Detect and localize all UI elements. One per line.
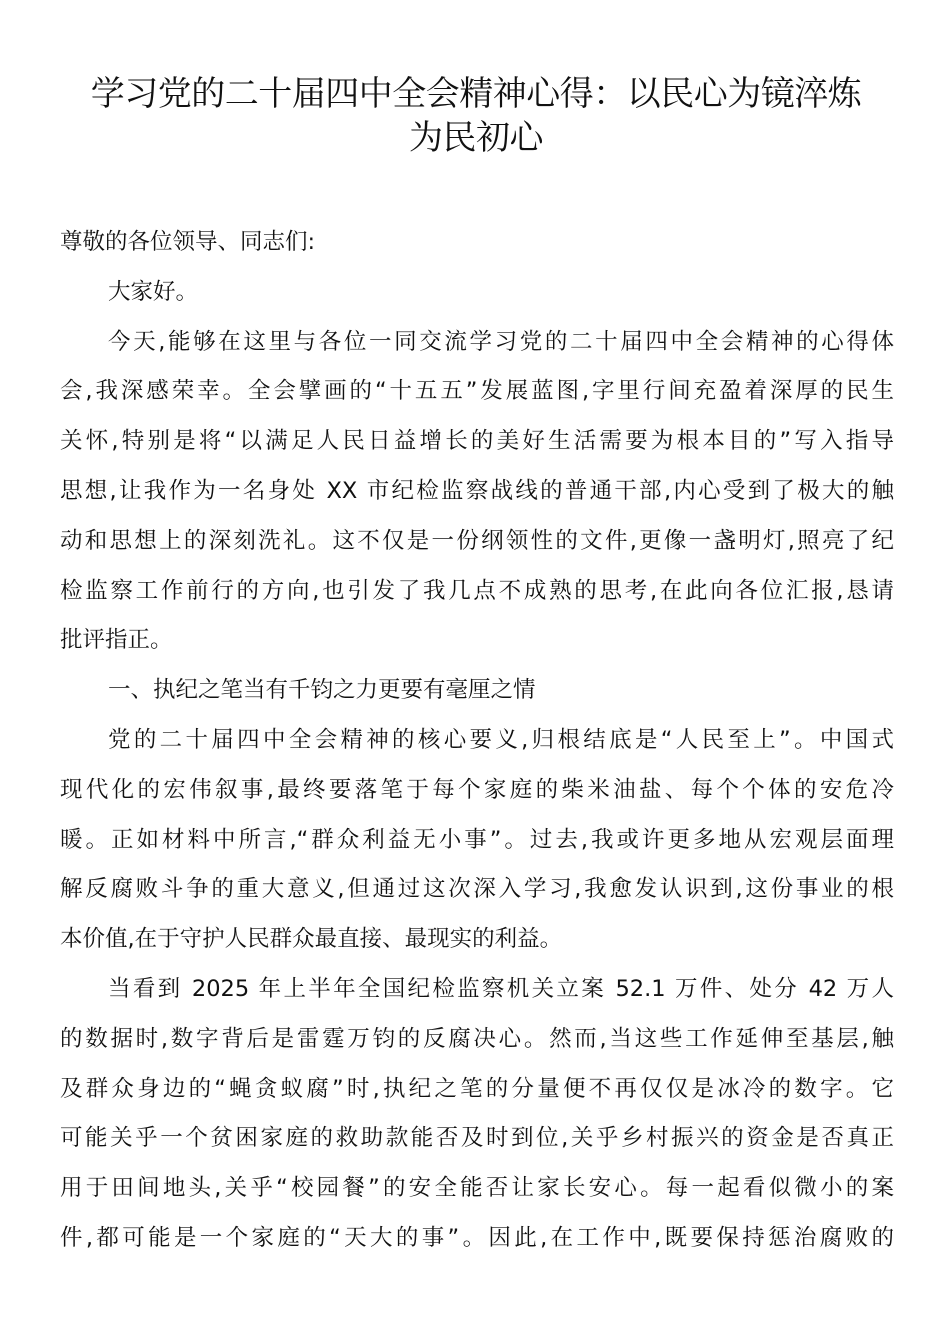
title-line-2: 为民初心 <box>409 118 543 158</box>
paragraph-line: 解反腐败斗争的重大意义,但通过这次深入学习,我愈发认识到,这份事业的根 <box>60 876 894 903</box>
paragraph-line: 的数据时,数字背后是雷霆万钧的反腐决心。然而,当这些工作延伸至基层,触 <box>60 1025 894 1052</box>
greeting: 大家好。 <box>108 278 199 305</box>
paragraph-line: 检监察工作前行的方向,也引发了我几点不成熟的思考,在此向各位汇报,恳请 <box>60 577 894 604</box>
salutation: 尊敬的各位领导、同志们: <box>60 229 316 255</box>
paragraph-line: 动和思想上的深刻洗礼。这不仅是一份纲领性的文件,更像一盏明灯,照亮了纪 <box>60 527 894 554</box>
document-title <box>60 72 892 160</box>
paragraph-line: 本价值,在于守护人民群众最直接、最现实的利益。 <box>60 926 563 953</box>
document-body <box>60 218 894 1264</box>
paragraph-line: 关怀,特别是将“以满足人民日益增长的美好生活需要为根本目的”写入指导 <box>60 428 894 455</box>
paragraph-line: 会,我深感荣幸。全会擘画的“十五五”发展蓝图,字里行间充盈着深厚的民生 <box>60 378 894 405</box>
title-line-1: 学习党的二十届四中全会精神心得：以民心为镜淬炼 <box>90 74 862 114</box>
paragraph-line: 思想,让我作为一名身处 XX 市纪检监察战线的普通干部,内心受到了极大的触 <box>60 477 894 504</box>
paragraph-line: 件,都可能是一个家庭的“天大的事”。因此,在工作中,既要保持惩治腐败的 <box>60 1224 894 1251</box>
paragraph-line: 党的二十届四中全会精神的核心要义,归根结底是“人民至上”。中国式 <box>108 726 894 753</box>
paragraph-line: 批评指正。 <box>60 627 173 654</box>
paragraph-line: 用于田间地头,关乎“校园餐”的安全能否让家长安心。每一起看似微小的案 <box>60 1175 894 1202</box>
paragraph-line: 当看到 2025 年上半年全国纪检监察机关立案 52.1 万件、处分 42 万人 <box>108 975 894 1002</box>
paragraph-line: 暖。正如材料中所言,“群众利益无小事”。过去,我或许更多地从宏观层面理 <box>60 826 894 853</box>
paragraph-line: 现代化的宏伟叙事,最终要落笔于每个家庭的柴米油盐、每个个体的安危冷 <box>60 776 894 803</box>
section-paragraph-2 <box>60 965 894 1264</box>
paragraph-line: 可能关乎一个贫困家庭的救助款能否及时到位,关乎乡村振兴的资金是否真正 <box>60 1125 894 1152</box>
paragraph-line: 及群众身边的“蝇贪蚁腐”时,执纪之笔的分量便不再仅仅是冰冷的数字。它 <box>60 1075 894 1102</box>
section-paragraph-1 <box>60 716 894 965</box>
paragraph-line: 今天,能够在这里与各位一同交流学习党的二十届四中全会精神的心得体 <box>108 328 894 355</box>
intro-paragraph <box>60 318 894 667</box>
section-heading: 一、执纪之笔当有千钧之力更要有毫厘之情 <box>108 677 536 704</box>
